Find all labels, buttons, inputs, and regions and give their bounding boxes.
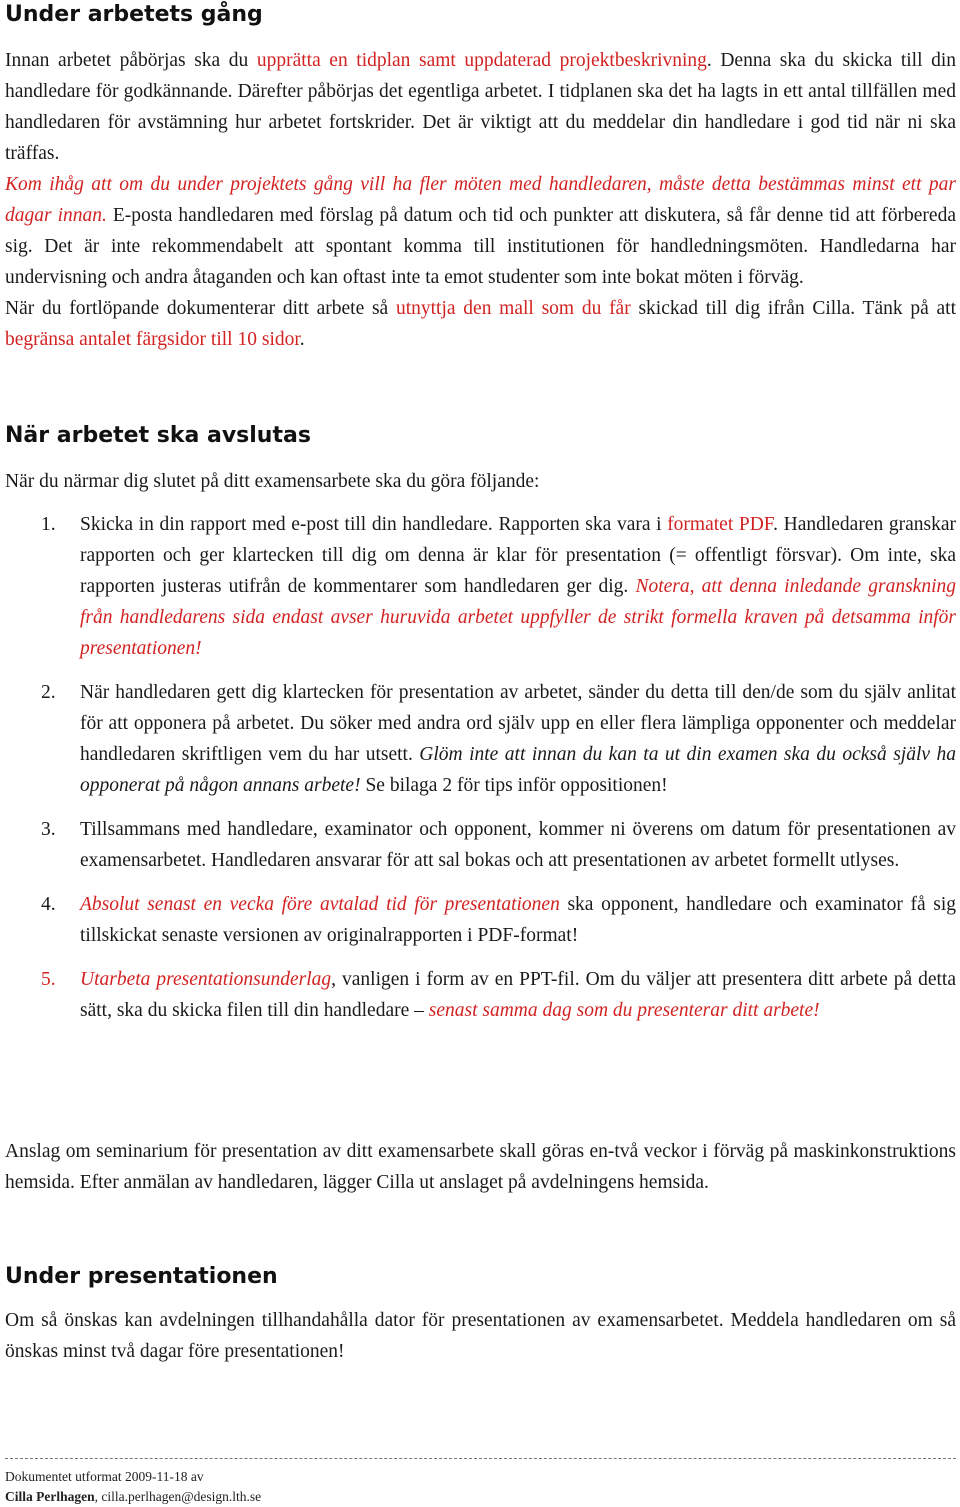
highlight-color-pages: begränsa antalet färgsidor till 10 sidor xyxy=(5,329,300,350)
list-item xyxy=(5,509,956,664)
footer-author-email: , cilla.perlhagen@design.lth.se xyxy=(94,1489,262,1504)
list-number: 3. xyxy=(41,819,56,840)
list-item xyxy=(5,814,956,876)
text-span: E-posta handledaren med förslag på datum och tid och punkter att diskutera, så får denne tid att förbereda sig. Det är inte rekommendabelt att spontant komma till institutionen för handledningsmöten. Handledarna har undervisning och andra åtaganden och kan oftast inte ta emot studenter som inte bokat möten i förväg. xyxy=(5,205,956,288)
steps-list xyxy=(5,509,956,1026)
text-span: När handledaren gett dig klartecken för presentation av arbetet, sänder du detta till den/de som du själv anlitat för att opponera på arbetet. Du söker med andra ord själv upp en eller flera lämpliga opponenter och meddelar handledaren skriftligen vem du har utsett. xyxy=(80,682,956,765)
italic-opposition-note: Glöm inte att innan du kan ta ut din examen ska du också själv ha opponerat på någon annans arbete! xyxy=(80,744,956,796)
list-number: 1. xyxy=(41,514,56,535)
text-span: ska opponent, handledare och examinator få sig tillskickat senaste versionen av originalrapporten i PDF-format! xyxy=(80,894,956,946)
highlight-template: utnyttja den mall som du får xyxy=(395,298,631,319)
list-number: 5. xyxy=(41,969,56,990)
list-number: 2. xyxy=(41,682,56,703)
paragraph-presentation: Om så önskas kan avdelningen tillhandahålla dator för presentationen av examensarbetet. Meddela handledaren om så önskas minst två dagar före presentationen! xyxy=(5,1310,956,1362)
paragraph-end-intro: När du närmar dig slutet på ditt examensarbete ska du göra följande: xyxy=(5,471,540,492)
section-heading-nar-arbetet-ska-avslutas: När arbetet ska avslutas xyxy=(5,423,311,448)
highlight-tidplan: upprätta en tidplan samt uppdaterad projektbeskrivning xyxy=(256,50,707,71)
highlight-presentation-material: Utarbeta presentationsunderlag xyxy=(80,969,332,990)
text-span: . xyxy=(299,329,305,350)
section-heading-under-presentationen: Under presentationen xyxy=(5,1264,278,1289)
text-span: . Denna ska du skicka till din handledare för godkännande. Därefter påbörjas det egentliga arbetet. I tidplanen ska det ha lagts in ett antal tillfällen med handledaren för avstämning hur arbetet fortskrider. Det är viktigt att du meddelar din handledare i god tid när ni ska träffas. xyxy=(5,50,956,164)
text-span: skickad till dig ifrån Cilla. Tänk på att xyxy=(630,298,957,319)
list-item xyxy=(5,964,956,1026)
paragraph-work-progress xyxy=(5,45,956,355)
text-span: . Handledaren granskar rapporten och ger klartecken till dig om denna är klar för presentation (= offentligt försvar). Om inte, ska rapporten justeras utifrån de kommentarer som handledaren ger dig. xyxy=(80,514,956,597)
footer-author-name: Cilla Perlhagen xyxy=(5,1489,95,1504)
footer-divider xyxy=(5,1458,956,1459)
highlight-deadline: Absolut senast en vecka före avtalad tid för presentationen xyxy=(80,894,560,915)
text-span: , vanligen i form av en PPT-fil. Om du väljer att presentera ditt arbete på detta sätt, ska du skicka filen till din handledare – xyxy=(80,969,956,1021)
text-span: Tillsammans med handledare, examinator och opponent, kommer ni överens om datum för presentationen av examensarbetet. Handledaren ansvarar för att sal bokas och att presentationen av arbetet formellt utlyses. xyxy=(80,819,956,871)
text-span: När du fortlöpande dokumenterar ditt arbete så xyxy=(5,298,396,319)
list-item xyxy=(5,889,956,951)
highlight-review-note: Notera, att denna inledande granskning från handledarens sida endast avser huruvida arbetet uppfyller de strikt formella kraven på detsamma inför presentationen! xyxy=(80,576,956,659)
highlight-meeting-reminder: Kom ihåg att om du under projektets gång vill ha fler möten med handledaren, måste detta bestämmas minst ett par dagar innan. xyxy=(5,174,956,226)
footer-author xyxy=(5,1489,261,1505)
footer-date: Dokumentet utformat 2009-11-18 av xyxy=(5,1469,204,1484)
highlight-same-day: senast samma dag som du presenterar ditt arbete! xyxy=(428,1000,820,1021)
list-number: 4. xyxy=(41,894,56,915)
paragraph-seminar-announcement: Anslag om seminarium för presentation av ditt examensarbete skall göras en-två veckor i förväg på maskinkonstruktions hemsida. Efter anmälan av handledaren, lägger Cilla ut anslaget på avdelningens hemsida. xyxy=(5,1141,956,1193)
text-span: Se bilaga 2 för tips inför oppositionen! xyxy=(360,775,668,796)
section-heading-under-arbetets-gang: Under arbetets gång xyxy=(5,2,263,27)
list-item xyxy=(5,677,956,801)
text-span: Innan arbetet påbörjas ska du xyxy=(5,50,257,71)
text-span: Skicka in din rapport med e-post till din handledare. Rapporten ska vara i xyxy=(80,514,668,535)
highlight-pdf-format: formatet PDF xyxy=(667,514,774,535)
